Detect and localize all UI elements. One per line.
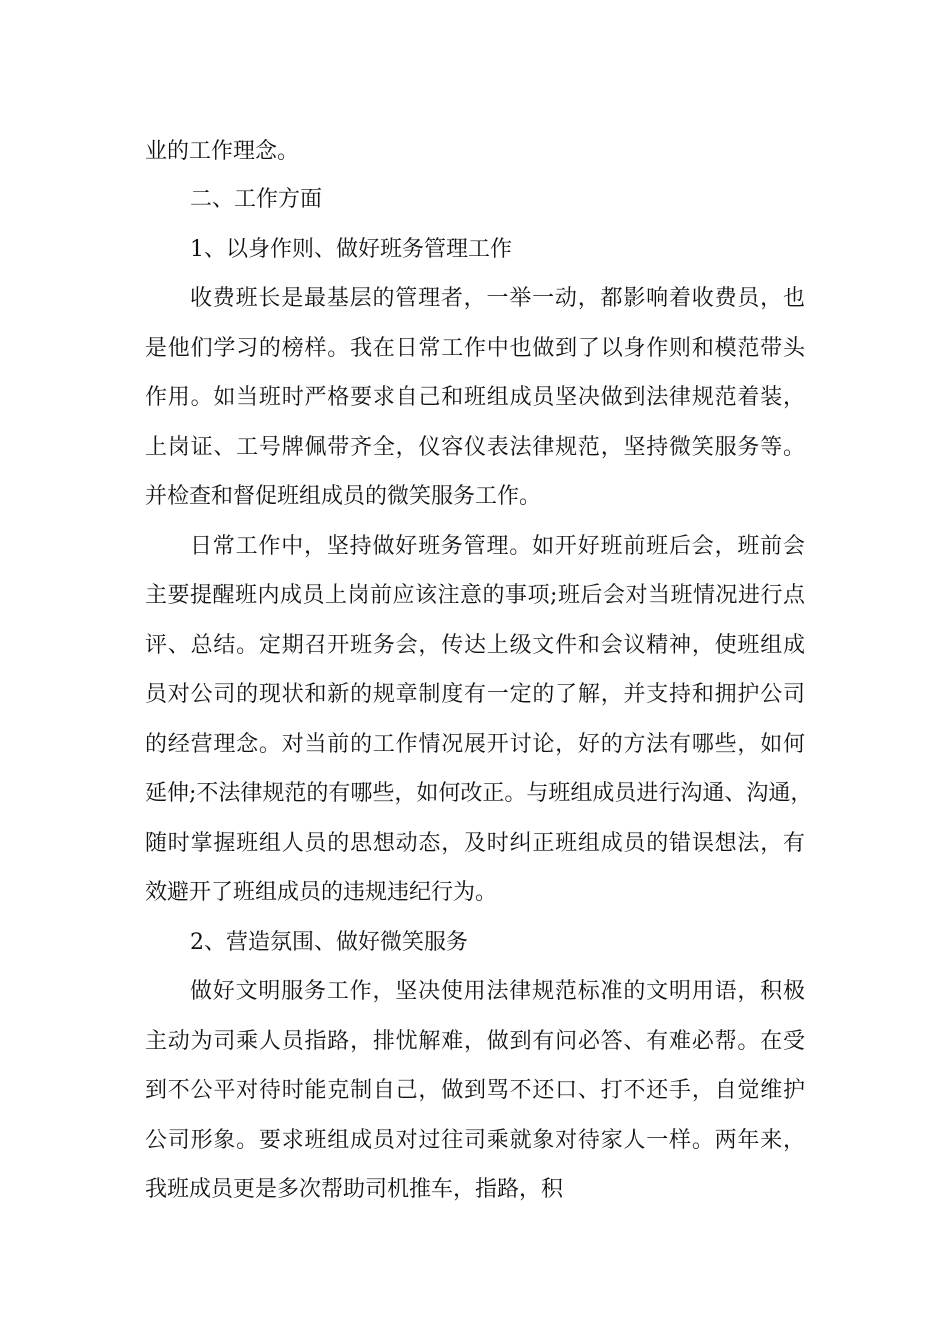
paragraph-line: 随时掌握班组人员的思想动态，及时纠正班组成员的错误想法，有 <box>145 831 805 856</box>
paragraph-line: 上岗证、工号牌佩带齐全，仪容仪表法律规范，坚持微笑服务等。 <box>145 435 805 460</box>
paragraph-line: 我班成员更是多次帮助司机推车，指路，积 <box>145 1177 564 1202</box>
paragraph-line: 并检查和督促班组成员的微笑服务工作。 <box>145 484 542 509</box>
subsection-heading: 2、营造氛围、做好微笑服务 <box>190 930 468 955</box>
paragraph-line: 到不公平对待时能克制自己，做到骂不还口、打不还手，自觉维护 <box>145 1078 805 1103</box>
paragraph-line: 员对公司的现状和新的规章制度有一定的了解，并支持和拥护公司 <box>145 682 805 707</box>
paragraph-line: 收费班长是最基层的管理者，一举一动，都影响着收费员，也 <box>190 286 805 311</box>
paragraph-line: 主动为司乘人员指路，排忧解难，做到有问必答、有难必帮。在受 <box>145 1029 805 1054</box>
paragraph-line: 是他们学习的榜样。我在日常工作中也做到了以身作则和模范带头 <box>145 336 805 361</box>
paragraph-line: 日常工作中，坚持做好班务管理。如开好班前班后会，班前会 <box>190 534 805 559</box>
text-line: 业的工作理念。 <box>145 139 300 164</box>
paragraph-line: 的经营理念。对当前的工作情况展开讨论，好的方法有哪些，如何 <box>145 732 805 757</box>
paragraph-line: 做好文明服务工作，坚决使用法律规范标准的文明用语，积极 <box>190 979 805 1004</box>
paragraph-line: 效避开了班组成员的违规违纪行为。 <box>145 880 498 905</box>
paragraph-line: 评、总结。定期召开班务会，传达上级文件和会议精神，使班组成 <box>145 633 805 658</box>
paragraph-line: 作用。如当班时严格要求自己和班组成员坚决做到法律规范着装， <box>145 385 805 410</box>
paragraph-line: 延伸;不法律规范的有哪些，如何改正。与班组成员进行沟通、沟通， <box>145 781 813 806</box>
paragraph-line: 主要提醒班内成员上岗前应该注意的事项;班后会对当班情况进行点 <box>145 583 805 608</box>
section-heading: 二、工作方面 <box>190 187 323 212</box>
subsection-heading: 1、以身作则、做好班务管理工作 <box>190 237 512 262</box>
paragraph-line: 公司形象。要求班组成员对过往司乘就象对待家人一样。两年来， <box>145 1128 805 1153</box>
